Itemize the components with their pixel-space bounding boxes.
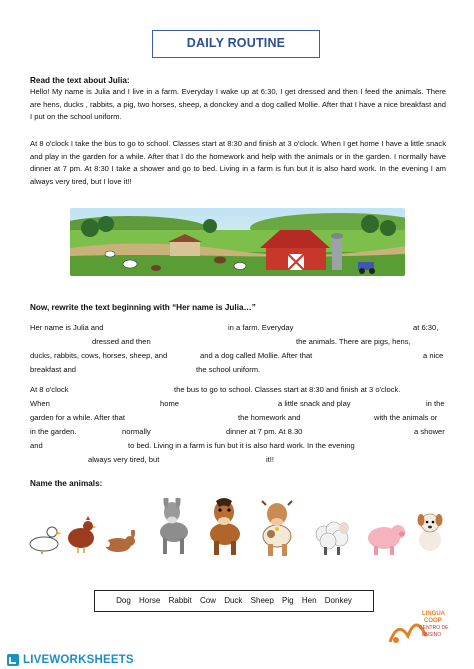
fragment: the bus to go to school. Classes start at 8:30 and finish at 3 o'clock.	[174, 385, 401, 394]
fragment: a shower	[414, 427, 445, 436]
page-title: DAILY ROUTINE	[152, 30, 320, 58]
rewrite-line-5	[30, 384, 448, 396]
fragment: the homework and	[238, 413, 301, 422]
donkey-icon	[152, 498, 196, 556]
julia-paragraph-1: Hello! My name is Julia and I live in a farm. Everyday I wake up at 6:30, I get dressed and then I feed the animals. There are hens, ducks , rabbits, a pig, two horses, sheep, a donckey and a dog called Mollie. After that I have a nice breakfast and I put on the school uniform.	[30, 87, 446, 121]
duck-icon	[26, 520, 62, 554]
fragment: to bed. Living in a farm is fun but it is also hard work. In the evening	[128, 441, 355, 450]
fragment: garden for a while. After that	[30, 413, 125, 422]
word-bank-item: Cow	[199, 596, 216, 605]
fragment: Her name is Julia and	[30, 323, 104, 332]
fragment: a little snack and play	[278, 399, 351, 408]
svg-text:CENTRO DE: CENTRO DE	[419, 625, 449, 631]
fragment: breakfast and	[30, 365, 77, 374]
word-bank-item: Duck	[224, 596, 243, 605]
cow-icon	[256, 498, 298, 556]
fragment: a nice	[423, 351, 444, 360]
word-bank-item: Hen	[301, 596, 317, 605]
word-bank-item: Horse	[139, 596, 161, 605]
fragment: When	[30, 399, 50, 408]
fragment: in the	[426, 399, 445, 408]
sheep-icon	[312, 514, 352, 556]
rewrite-line-10	[30, 454, 448, 466]
word-bank	[94, 590, 374, 612]
word-bank-item: Dog	[116, 596, 131, 605]
svg-text:ENSINO: ENSINO	[422, 632, 442, 638]
fragment: in the garden.	[30, 427, 77, 436]
animals-row	[24, 492, 450, 560]
fragment: the school uniform.	[196, 365, 261, 374]
fragment: with the animals or	[374, 413, 438, 422]
fragment: and	[30, 441, 43, 450]
read-heading: Read the text about Julia:	[30, 76, 130, 85]
julia-paragraph-2: At 8 o'clock I take the bus to go to school. Classes start at 8:30 and finish at 3 o'clock. When I get home I have a little snack and play in the garden for a while. After that I do the homework and help with the animals or in the garden. I normally have dinner at 7 pm. At 8:30 I take a shower and go to bed. Living in a farm is fun but it is also hard work. In the evening I am always very tired, but I love it!!	[30, 139, 446, 186]
fragment: dinner at 7 pm. At 8.30	[226, 427, 303, 436]
rewrite-line-1	[30, 322, 448, 334]
word-bank-item: Rabbit	[168, 596, 192, 605]
fragment: it!!	[266, 455, 275, 464]
liveworksheets-logo[interactable]	[6, 652, 134, 667]
fragment: normally	[122, 427, 151, 436]
horse-icon	[202, 496, 248, 556]
rewrite-line-3	[30, 350, 448, 362]
lingua-coop-logo	[386, 606, 452, 648]
rewrite-line-9	[30, 440, 448, 452]
word-bank-item: Donkey	[324, 596, 352, 605]
rewrite-line-8	[30, 426, 448, 438]
hen-icon	[64, 514, 98, 554]
rewrite-line-2	[30, 336, 448, 348]
fragment: in a farm. Everyday	[228, 323, 294, 332]
footer	[0, 650, 474, 669]
farm-illustration	[70, 208, 405, 276]
svg-text:COOP: COOP	[424, 618, 442, 624]
rewrite-line-7	[30, 412, 448, 424]
word-bank-item: Pig	[282, 596, 294, 605]
fragment: at 6:30,	[413, 323, 439, 332]
svg-text:LINGUA: LINGUA	[422, 611, 445, 617]
fragment: At 8 o'clock	[30, 385, 69, 394]
fragment: and a dog called Mollie. After that	[200, 351, 313, 360]
animals-heading: Name the animals:	[30, 479, 103, 488]
fragment: always very tired, but	[88, 455, 160, 464]
rewrite-heading: Now, rewrite the text beginning with “Her name is Julia…”	[30, 303, 256, 312]
word-bank-item: Sheep	[250, 596, 274, 605]
fragment: dressed and then	[92, 337, 151, 346]
liveworksheets-icon	[6, 653, 20, 667]
fragment: home	[160, 399, 179, 408]
rewrite-line-6	[30, 398, 448, 410]
fragment: the animals. There are pigs, hens,	[296, 337, 411, 346]
pig-icon	[364, 518, 406, 556]
dog-icon	[412, 510, 450, 556]
rewrite-line-4	[30, 364, 448, 376]
fragment: ducks, rabbits, cows, horses, sheep, and	[30, 351, 168, 360]
rabbit-icon	[102, 530, 138, 554]
liveworksheets-brand: LIVEWORKSHEETS	[23, 653, 134, 666]
